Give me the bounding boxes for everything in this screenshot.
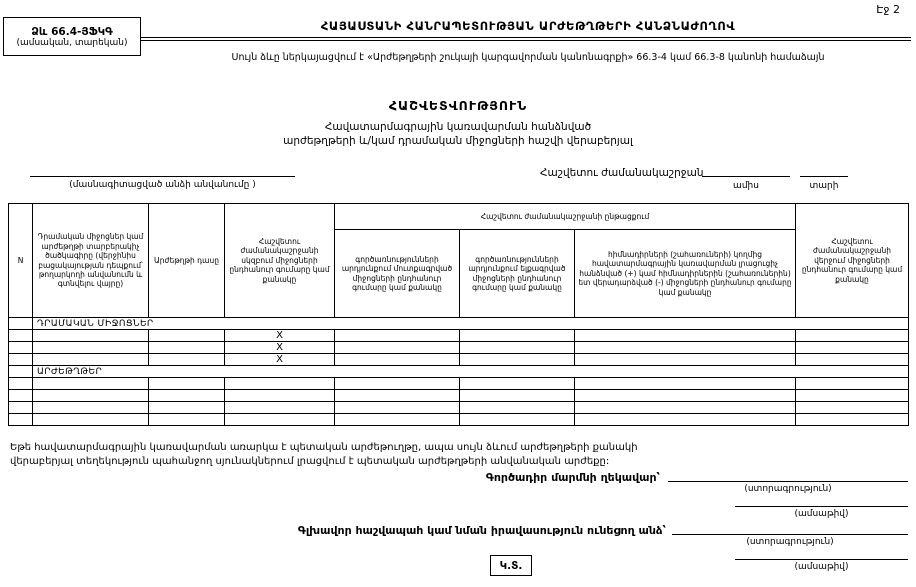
table-row [9, 402, 909, 414]
cell-security-class [149, 414, 225, 426]
cell-end-total [796, 330, 909, 342]
cell-end-total [796, 354, 909, 366]
form-code: Ձև 66.4-ՅՖԿԳ [31, 25, 113, 38]
cell-begin-total [225, 402, 335, 414]
submission-note: Սույն ձևը ներկայացվում է «Արժեթղթերի շուկայի կարգավորման կանոնագրքի» 66.3-4 կամ 66.3-8 կանոնի համաձայն [231, 52, 825, 63]
double-rule-divider [141, 37, 911, 41]
table-row [9, 354, 909, 366]
seal-box [490, 555, 532, 576]
executive-date-line [735, 495, 908, 507]
cell-inflow [335, 414, 460, 426]
cell-additional [575, 354, 796, 366]
executive-signature-label: Գործադիր մարմնի ղեկավար՝ [485, 471, 660, 484]
cell-outflow [460, 342, 575, 354]
col-header-instrument: Դրամական միջոցներ կամ արժեթղթի տարբերակիչ ծածկագիրը (վերջինիս բացակայության դեպքում՝ թողարկողի անվանումն և գտնվելու վայրը) [33, 204, 149, 318]
period-year-line [800, 164, 848, 177]
col-header-additional: հիմնադիրների (շահառուների) կողմից հավատարմագրային կառավարման լրացուցիչ հանձնված (+) կամ հիմնադիրներին (շահառուներին) ետ վերադարձված (-) միջոցների ընդհանուր գումարը կամ քանակը [575, 230, 796, 318]
cell-security-class [149, 354, 225, 366]
cell-inflow [335, 378, 460, 390]
cell-n [9, 378, 33, 390]
cell-outflow [460, 330, 575, 342]
table-row [9, 390, 909, 402]
form-code-box [3, 17, 141, 56]
cell-n [9, 366, 33, 378]
section-label-securities: ԱՐԺԵԹՂԹԵՐ [33, 366, 909, 378]
col-header-end-total: Հաշվետու ժամանակաշրջանի վերջում միջոցների ընդհանուր գումարը կամ քանակը [796, 204, 909, 318]
cell-instrument [33, 402, 149, 414]
cell-inflow [335, 354, 460, 366]
cell-security-class [149, 342, 225, 354]
signature-caption: (ստորագրություն) [744, 484, 832, 494]
cell-instrument [33, 390, 149, 402]
table-row [9, 378, 909, 390]
report-title: ՀԱՇՎԵՏՎՈՒԹՅՈՒՆ [388, 98, 528, 113]
period-month-line [702, 164, 790, 177]
page-number: Էջ 2 [876, 3, 900, 16]
cell-security-class [149, 330, 225, 342]
cell-outflow [460, 402, 575, 414]
footnote: Եթե հավատարմագրային կառավարման առարկա է պետական արժեթուղթը, ապա սույն ձևում արժեթղթերի քանակի վերաբերյալ տեղեկություն պահանջող սյունակներում լրացվում է պետական արժեթղթերի անվանական արժեքը: [10, 442, 638, 467]
cell-n [9, 402, 33, 414]
col-header-n: N [9, 204, 33, 318]
cell-security-class [149, 402, 225, 414]
section-row-money [9, 318, 909, 330]
period-year-label: տարի [809, 181, 839, 191]
cell-begin-total [225, 378, 335, 390]
report-subtitle-line2: արժեթղթերի և/կամ դրամական միջոցների հաշվի վերաբերյալ [283, 135, 633, 147]
cell-n [9, 414, 33, 426]
accountant-signature-line [672, 522, 908, 535]
section-label-money: ԴՐԱՄԱԿԱՆ ՄԻՋՈՑՆԵՐ [33, 318, 909, 330]
seal-label: Կ.Տ. [499, 559, 523, 572]
cell-end-total [796, 342, 909, 354]
cell-security-class [149, 390, 225, 402]
col-header-security-class: Արժեթղթի դասը [149, 204, 225, 318]
cell-inflow [335, 330, 460, 342]
cell-instrument [33, 414, 149, 426]
cell-end-total [796, 378, 909, 390]
cell-outflow [460, 354, 575, 366]
cell-inflow [335, 342, 460, 354]
entity-name-caption: (մասնագիտացված անձի անվանումը ) [69, 180, 256, 190]
cell-begin-total: X [225, 330, 335, 342]
date-caption: (ամսաթիվ) [794, 562, 849, 572]
org-title: ՀԱՅԱՍՏԱՆԻ ՀԱՆՐԱՊԵՏՈՒԹՅԱՆ ԱՐԺԵԹՂԹԵՐԻ ՀԱՆՁՆԱԺՈՂՈՎ [320, 19, 736, 33]
col-header-outflow: գործառնությունների արդյունքում ելքագրված միջոցների ընդհանուր գումարը կամ քանակը [460, 230, 575, 318]
report-table [8, 203, 909, 426]
cell-n [9, 354, 33, 366]
date-caption: (ամսաթիվ) [794, 509, 849, 519]
period-month-label: ամիս [733, 181, 759, 191]
table-row [9, 330, 909, 342]
cell-outflow [460, 414, 575, 426]
form-code-periodicity: (ամսական, տարեկան) [16, 37, 128, 48]
cell-begin-total: X [225, 354, 335, 366]
cell-instrument [33, 354, 149, 366]
cell-instrument [33, 330, 149, 342]
cell-security-class [149, 378, 225, 390]
cell-instrument [33, 342, 149, 354]
cell-end-total [796, 414, 909, 426]
cell-instrument [33, 378, 149, 390]
signature-caption: (ստորագրություն) [746, 537, 834, 547]
cell-begin-total [225, 414, 335, 426]
cell-additional [575, 402, 796, 414]
cell-additional [575, 414, 796, 426]
section-row-securities [9, 366, 909, 378]
cell-begin-total [225, 390, 335, 402]
cell-additional [575, 378, 796, 390]
cell-outflow [460, 378, 575, 390]
cell-begin-total: X [225, 342, 335, 354]
report-subtitle-line1: Հավատարմագրային կառավարման հանձնված [324, 121, 592, 133]
cell-end-total [796, 402, 909, 414]
cell-n [9, 318, 33, 330]
cell-additional [575, 330, 796, 342]
table-row [9, 414, 909, 426]
accountant-signature-label: Գլխավոր հաշվապահ կամ նման իրավասություն ունեցող անձ՝ [297, 524, 666, 537]
col-header-begin-total: Հաշվետու ժամանակաշրջանի սկզբում միջոցների ընդհանուր գումարը կամ քանակը [225, 204, 335, 318]
cell-n [9, 342, 33, 354]
cell-n [9, 390, 33, 402]
reporting-period-label: Հաշվետու ժամանակաշրջան [540, 167, 704, 179]
col-header-inflow: գործառնությունների արդյունքում մուտքագրված միջոցների ընդհանուր գումարը կամ քանակը [335, 230, 460, 318]
cell-additional [575, 390, 796, 402]
cell-inflow [335, 390, 460, 402]
executive-signature-line [668, 469, 908, 482]
cell-inflow [335, 402, 460, 414]
cell-outflow [460, 390, 575, 402]
cell-end-total [796, 390, 909, 402]
group-header-reporting-period: Հաշվետու ժամանակաշրջանի ընթացքում [335, 204, 796, 230]
cell-n [9, 330, 33, 342]
cell-additional [575, 342, 796, 354]
entity-name-line [30, 164, 295, 177]
table-row [9, 342, 909, 354]
accountant-date-line [735, 548, 908, 560]
